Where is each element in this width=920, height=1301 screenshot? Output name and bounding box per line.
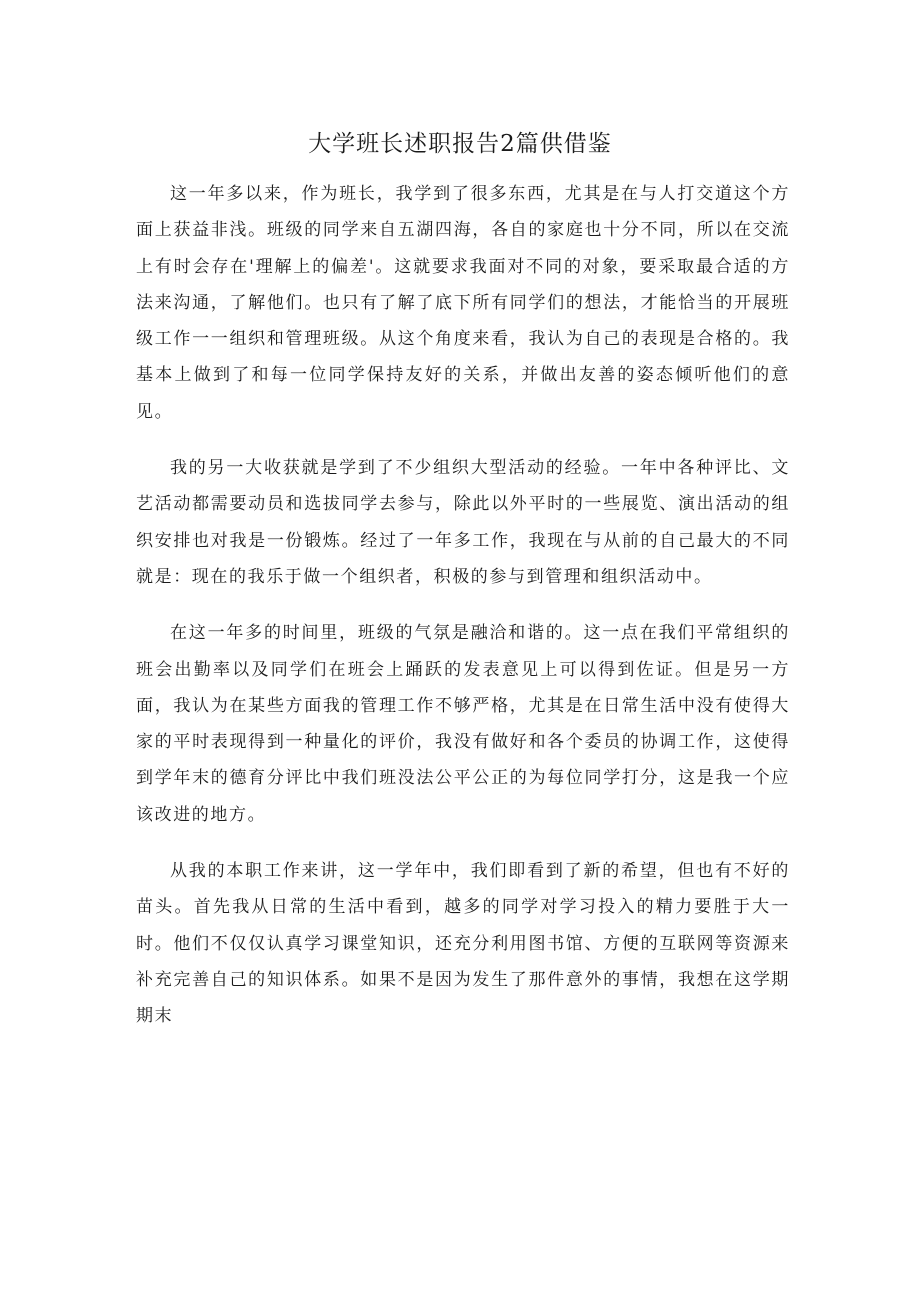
paragraph-3: 在这一年多的时间里，班级的气氛是融洽和谐的。这一点在我们平常组织的班会出勤率以及同学们在班会上踊跃的发表意见上可以得到佐证。但是另一方面，我认为在某些方面我的管理工作不够严格，尤其是在日常生活中没有使得大家的平时表现得到一种量化的评价，我没有做好和各个委员的协调工作，这使得到学年末的德育分评比中我们班没法公平公正的为每位同学打分，这是我一个应该改进的地方。 [136,623,790,825]
paragraph-4: 从我的本职工作来讲，这一学年中，我们即看到了新的希望，但也有不好的苗头。首先我从日常的生活中看到，越多的同学对学习投入的精力要胜于大一时。他们不仅仅认真学习课堂知识，还充分利用图书馆、方便的互联网等资源来补充完善自己的知识体系。如果不是因为发生了那件意外的事情，我想在这学期期末 [136,861,790,1027]
paragraph-2: 我的另一大收获就是学到了不少组织大型活动的经验。一年中各种评比、文艺活动都需要动员和选拔同学去参与，除此以外平时的一些展览、演出活动的组织安排也对我是一份锻炼。经过了一年多工作，我现在与从前的自己最大的不同就是：现在的我乐于做一个组织者，积极的参与到管理和组织活动中。 [136,458,790,587]
paragraph-1: 这一年多以来，作为班长，我学到了很多东西，尤其是在与人打交道这个方面上获益非浅。班级的同学来自五湖四海，各自的家庭也十分不同，所以在交流上有时会存在'理解上的偏差'。这就要求我面对不同的对象，要采取最合适的方法来沟通，了解他们。也只有了解了底下所有同学们的想法，才能恰当的开展班级工作一一组织和管理班级。从这个角度来看，我认为自己的表现是合格的。我基本上做到了和每一位同学保持友好的关系，并做出友善的姿态倾听他们的意见。 [136,184,790,422]
document-title: 大学班长述职报告2篇供借鉴 [308,131,612,157]
document-body [136,176,790,1055]
